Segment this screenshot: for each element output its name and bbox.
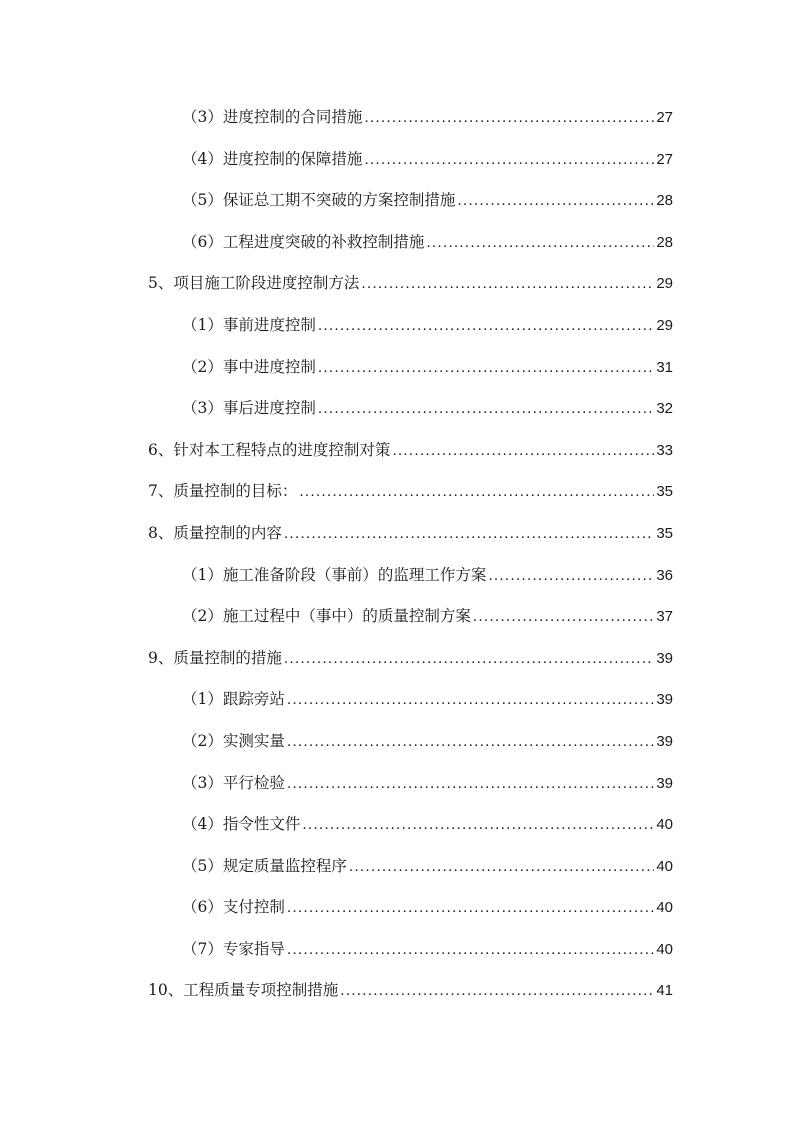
leader-dots <box>364 151 654 169</box>
toc-entry[interactable] <box>148 147 673 189</box>
leader-dots <box>287 775 654 793</box>
leader-dots <box>426 234 654 252</box>
leader-dots <box>318 359 654 377</box>
toc-entry[interactable] <box>148 812 673 854</box>
toc-entry[interactable] <box>148 355 673 397</box>
toc-entry-page: 28 <box>656 192 673 210</box>
leader-dots <box>284 650 654 668</box>
toc-entry[interactable] <box>148 854 673 896</box>
toc-entry-page: 39 <box>656 691 673 709</box>
toc-entry-label: （4）进度控制的保障措施 <box>182 149 363 168</box>
leader-dots <box>318 400 654 418</box>
leader-dots <box>361 275 654 293</box>
leader-dots <box>287 899 654 917</box>
toc-entry[interactable] <box>148 271 673 313</box>
toc-entry-page: 39 <box>656 774 673 792</box>
toc-entry-label: （5）保证总工期不突破的方案控制措施 <box>182 191 456 210</box>
toc-entry[interactable] <box>148 687 673 729</box>
toc-entry-page: 41 <box>656 982 673 1000</box>
leader-dots <box>302 816 654 834</box>
toc-entry-label: 5、项目施工阶段进度控制方法 <box>148 274 360 293</box>
toc-entry-page: 36 <box>656 566 673 584</box>
toc-entry-label: （1）跟踪旁站 <box>182 690 285 709</box>
toc-entry-label: （4）指令性文件 <box>182 815 301 834</box>
toc-entry[interactable] <box>148 313 673 355</box>
toc-entry[interactable] <box>148 937 673 979</box>
toc-entry-label: （6）工程进度突破的补救控制措施 <box>182 232 425 251</box>
toc-entry[interactable] <box>148 521 673 563</box>
toc-entry[interactable] <box>148 396 673 438</box>
table-of-contents <box>148 105 673 1020</box>
toc-entry-label: （7）专家指导 <box>182 939 285 958</box>
leader-dots <box>364 109 654 127</box>
leader-dots <box>287 733 654 751</box>
leader-dots <box>299 483 654 501</box>
toc-entry[interactable] <box>148 771 673 813</box>
toc-entry-label: （3）进度控制的合同措施 <box>182 108 363 126</box>
toc-entry-page: 32 <box>656 400 673 418</box>
toc-entry[interactable] <box>148 563 673 605</box>
toc-entry-label: 6、针对本工程特点的进度控制对策 <box>148 440 391 459</box>
toc-entry-page: 40 <box>656 940 673 958</box>
toc-entry-label: 10、工程质量专项控制措施 <box>148 981 339 1000</box>
leader-dots <box>318 317 654 335</box>
toc-entry-page: 31 <box>656 358 673 376</box>
toc-entry-label: （2）实测实量 <box>182 731 285 750</box>
toc-entry-label: （2）事中进度控制 <box>182 357 316 376</box>
toc-entry-label: （1）事前进度控制 <box>182 315 316 334</box>
toc-entry-label: （3）平行检验 <box>182 773 285 792</box>
toc-entry[interactable] <box>148 978 673 1020</box>
toc-entry[interactable] <box>148 230 673 272</box>
toc-entry-page: 29 <box>656 316 673 334</box>
toc-entry[interactable] <box>148 646 673 688</box>
toc-entry-label: （3）事后进度控制 <box>182 399 316 418</box>
leader-dots <box>287 941 654 959</box>
leader-dots <box>340 982 654 1000</box>
leader-dots <box>349 858 654 876</box>
toc-entry[interactable] <box>148 188 673 230</box>
toc-entry-page: 39 <box>656 732 673 750</box>
toc-entry-label: 9、质量控制的措施 <box>148 648 282 667</box>
toc-entry-page: 35 <box>656 483 673 501</box>
toc-entry-label: （1）施工准备阶段（事前）的监理工作方案 <box>182 565 487 584</box>
toc-entry-page: 27 <box>656 150 673 168</box>
toc-entry[interactable] <box>148 479 673 521</box>
toc-entry-page: 40 <box>656 857 673 875</box>
leader-dots <box>392 442 654 460</box>
leader-dots <box>287 691 654 709</box>
toc-entry[interactable] <box>148 729 673 771</box>
toc-entry-page: 29 <box>656 275 673 293</box>
toc-entry[interactable] <box>148 604 673 646</box>
toc-entry-page: 37 <box>656 608 673 626</box>
toc-entry[interactable] <box>148 105 673 147</box>
toc-entry-label: （5）规定质量监控程序 <box>182 856 347 875</box>
toc-entry-label: （6）支付控制 <box>182 898 285 917</box>
toc-entry-page: 39 <box>656 649 673 667</box>
toc-entry-page: 28 <box>656 233 673 251</box>
toc-entry-page: 40 <box>656 899 673 917</box>
toc-entry-page: 33 <box>656 441 673 459</box>
leader-dots <box>473 608 654 626</box>
toc-entry-label: （2）施工过程中（事中）的质量控制方案 <box>182 607 471 626</box>
toc-entry-label: 7、质量控制的目标： <box>148 482 298 501</box>
toc-entry-page: 35 <box>656 524 673 542</box>
leader-dots <box>457 192 654 210</box>
leader-dots <box>488 567 654 585</box>
toc-entry[interactable] <box>148 438 673 480</box>
toc-entry-page: 27 <box>656 109 673 126</box>
toc-entry[interactable] <box>148 895 673 937</box>
toc-entry-label: 8、质量控制的内容 <box>148 523 282 542</box>
toc-entry-page: 40 <box>656 816 673 834</box>
leader-dots <box>284 525 654 543</box>
